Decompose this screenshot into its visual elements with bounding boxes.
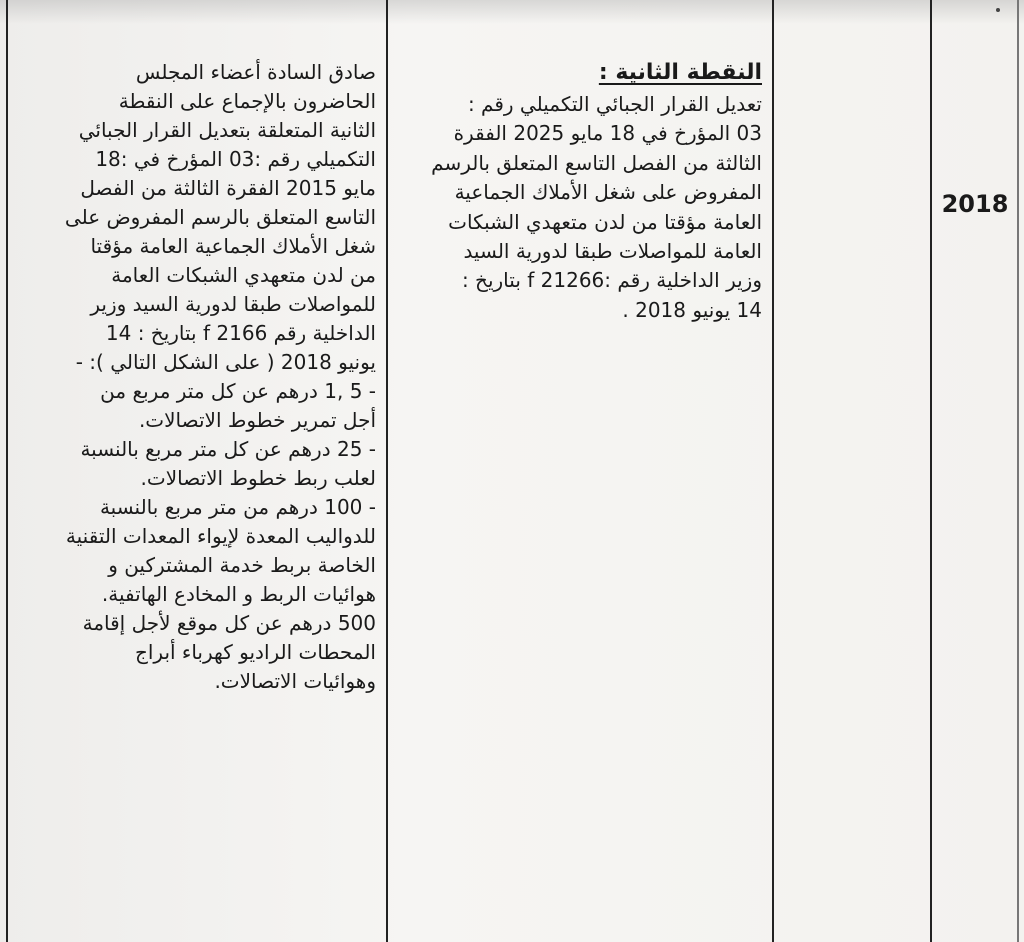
decision-line: - 25 درهم عن كل متر مربع بالنسبة [80, 437, 376, 461]
point-line: العامة مؤقتا من لدن متعهدي الشبكات [448, 209, 762, 234]
decision-line: للمواصلات طبقا لدورية السيد وزير [90, 292, 376, 316]
point-line: العامة للمواصلات طبقا لدورية السيد [463, 239, 762, 264]
column-divider-year [930, 0, 932, 942]
scan-speck [996, 8, 1000, 12]
decision-line: يونيو 2018 ( على الشكل التالي ): - [75, 350, 376, 374]
decision-line: لعلب ربط خطوط الاتصالات. [140, 466, 376, 490]
year-value: 2018 [941, 190, 1009, 218]
point-line: وزير الداخلية رقم :21266 f بتاريخ : [461, 268, 762, 293]
decision-line: - 5 ,1 درهم عن كل متر مربع من [100, 379, 376, 403]
decision-line: التكميلي رقم :03 المؤرخ في :18 [95, 147, 376, 171]
column-divider-point [772, 0, 774, 942]
decision-line: صادق السادة أعضاء المجلس [135, 60, 376, 84]
decision-line: شغل الأملاك الجماعية العامة مؤقتا [90, 234, 376, 258]
decision-line: 500 درهم عن كل موقع لأجل إقامة [82, 611, 376, 635]
point-title: النقطة الثانية : [598, 60, 762, 85]
decision-line: الخاصة بربط خدمة المشتركين و [108, 553, 376, 577]
decision-line: الداخلية رقم 2166 f بتاريخ : 14 [105, 321, 376, 345]
decision-line: أجل تمرير خطوط الاتصالات. [138, 408, 376, 432]
decision-line: الحاضرون بالإجماع على النقطة [118, 89, 376, 113]
year-cell [936, 190, 1014, 218]
decision-cell [40, 58, 376, 696]
point-line: 14 يونيو 2018 . [622, 297, 762, 322]
point-line: المفروض على شغل الأملاك الجماعية [454, 180, 762, 205]
point-cell [410, 58, 762, 325]
scan-shadow [0, 0, 1024, 24]
decision-line: - 100 درهم من متر مربع بالنسبة [99, 495, 376, 519]
table-border-left [6, 0, 8, 942]
point-line: 03 المؤرخ في 18 مايو 2025 الفقرة [453, 121, 762, 146]
point-line: تعديل القرار الجبائي التكميلي رقم : [467, 92, 762, 116]
decision-line: من لدن متعهدي الشبكات العامة [111, 263, 376, 287]
point-line: الثالثة من الفصل التاسع المتعلق بالرسم [431, 150, 762, 175]
decision-line: التاسع المتعلق بالرسم المفروض على [64, 205, 376, 229]
table-border-right [1017, 0, 1019, 942]
decision-line: مايو 2015 الفقرة الثالثة من الفصل [80, 176, 376, 200]
column-divider-decision [386, 0, 388, 942]
decision-line: المحطات الراديو كهرباء أبراج [134, 640, 376, 664]
decision-line: الثانية المتعلقة بتعديل القرار الجبائي [78, 118, 376, 142]
decision-line: هوائيات الربط و المخادع الهاتفية. [101, 582, 376, 606]
decision-line: للدواليب المعدة لإيواء المعدات التقنية [65, 524, 376, 548]
decision-line: وهوائيات الاتصالات. [214, 669, 376, 693]
